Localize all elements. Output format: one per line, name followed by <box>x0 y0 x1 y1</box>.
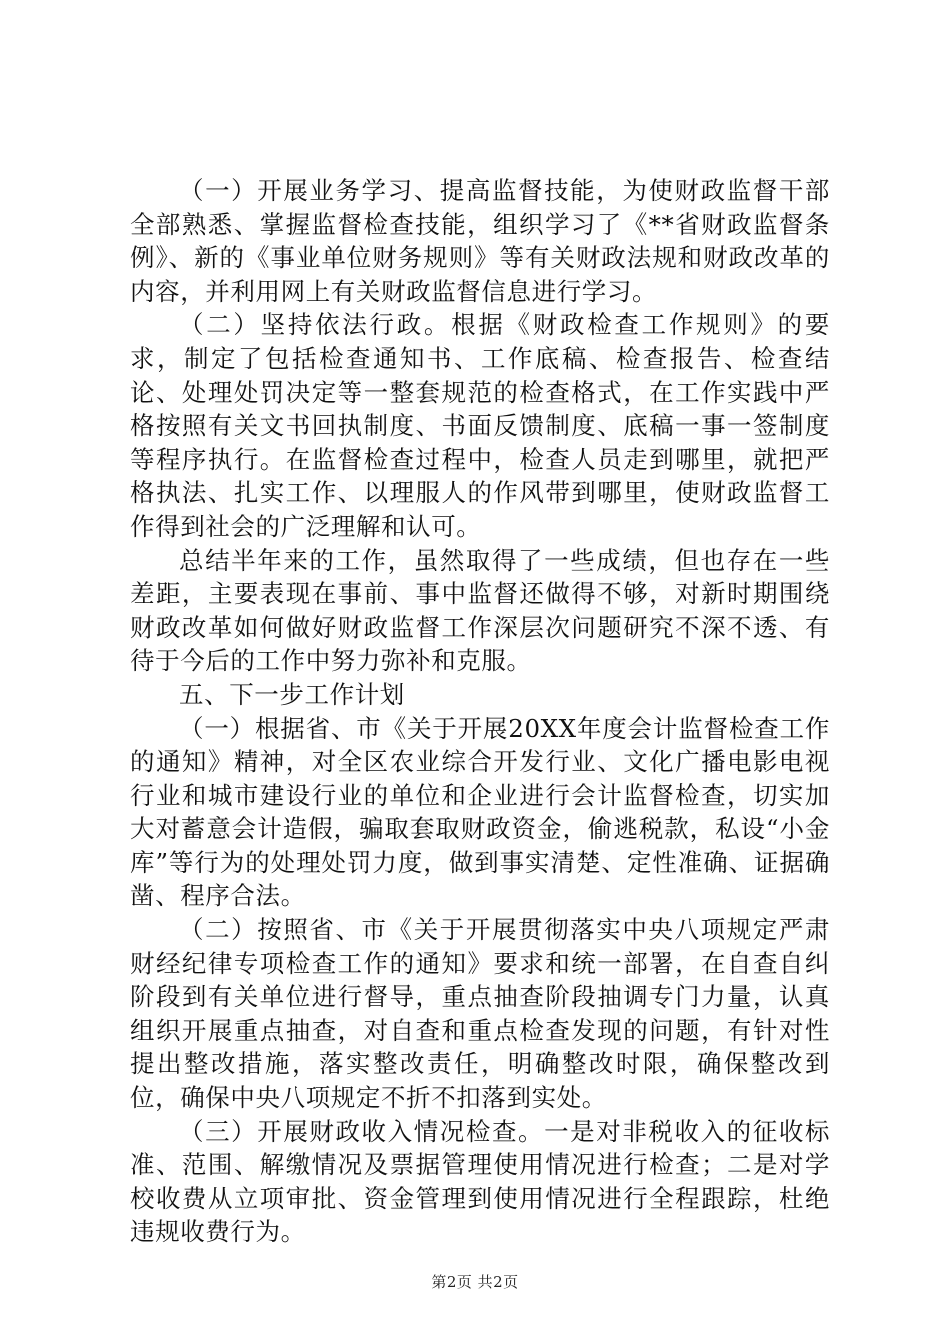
paragraph-revenue-inspection: （三）开展财政收入情况检查。一是对非税收入的征收标准、范围、解缴情况及票据管理使用情况进行检查；二是对学校收费从立项审批、资金管理到使用情况进行全程跟踪，杜绝违规收费行为。 <box>130 1116 830 1247</box>
document-body <box>130 174 830 1249</box>
section-heading-next-plan: 五、下一步工作计划 <box>179 679 405 709</box>
paragraph-study: （一）开展业务学习、提高监督技能，为使财政监督干部全部熟悉、掌握监督检查技能，组织学习了《**省财政监督条例》、新的《事业单位财务规则》等有关财政法规和财政改革的内容，并利用网上有关财政监督信息进行学习。 <box>130 176 830 306</box>
paragraph-accounting-inspection: （一）根据省、市《关于开展20XX年度会计监督检查工作的通知》精神，对全区农业综合开发行业、文化广播电影电视行业和城市建设行业的单位和企业进行会计监督检查，切实加大对蓄意会计造假，骗取套取财政资金，偷逃税款，私设“小金库”等行为的处理处罚力度，做到事实清楚、定性准确、证据确凿、程序合法。 <box>130 713 830 911</box>
paragraph-law-enforcement: （二）坚持依法行政。根据《财政检查工作规则》的要求，制定了包括检查通知书、工作底稿、检查报告、检查结论、处理处罚决定等一整套规范的检查格式，在工作实践中严格按照有关文书回执制度、书面反馈制度、底稿一事一签制度等程序执行。在监督检查过程中，检查人员走到哪里，就把严格执法、扎实工作、以理服人的作风带到哪里，使财政监督工作得到社会的广泛理解和认可。 <box>130 310 830 541</box>
paragraph-summary: 总结半年来的工作，虽然取得了一些成绩，但也存在一些差距，主要表现在事前、事中监督还做得不够，对新时期围绕财政改革如何做好财政监督工作深层次问题研究不深不透、有待于今后的工作中努力弥补和克服。 <box>130 545 830 676</box>
paragraph-eight-rules-inspection: （二）按照省、市《关于开展贯彻落实中央八项规定严肃财经纪律专项检查工作的通知》要求和统一部署，在自查自纠阶段到有关单位进行督导，重点抽查阶段抽调专门力量，认真组织开展重点抽查，对自查和重点检查发现的问题，有针对性提出整改措施，落实整改责任，明确整改时限，确保整改到位，确保中央八项规定不折不扣落到实处。 <box>130 915 830 1113</box>
page-footer: 第2页 共2页 <box>431 1273 519 1291</box>
